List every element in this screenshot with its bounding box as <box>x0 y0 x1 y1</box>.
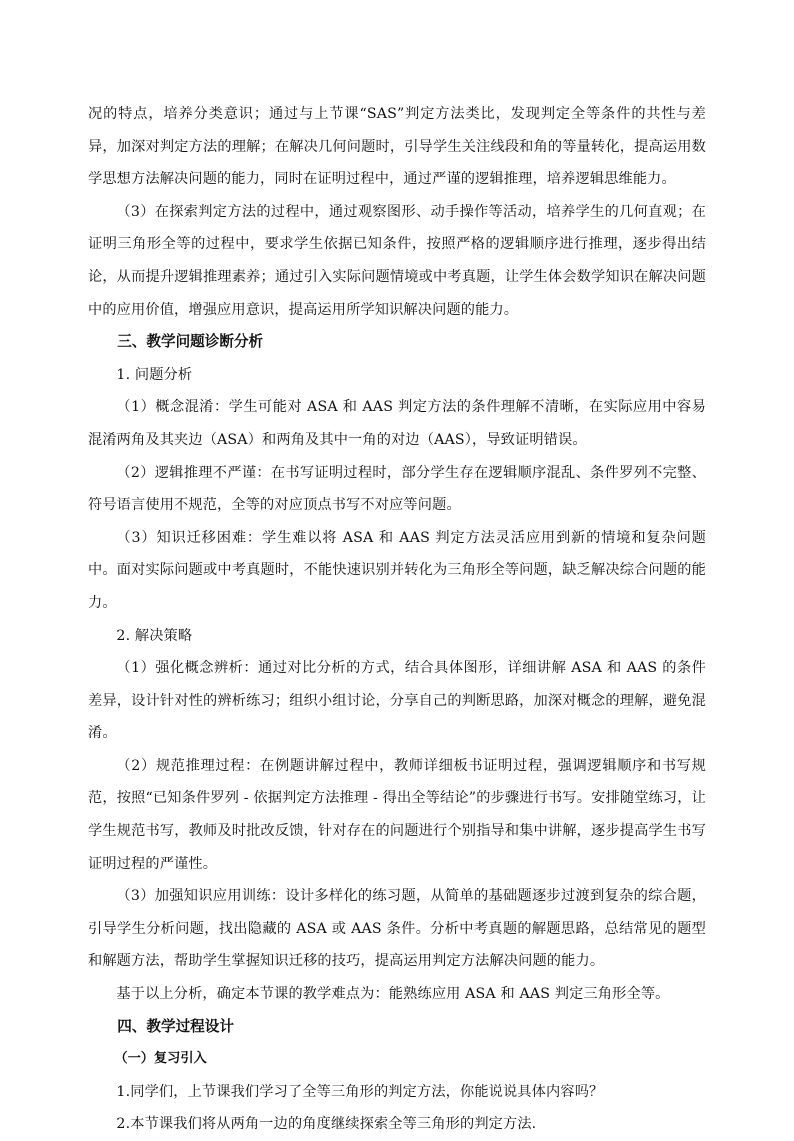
paragraph-strategy-3: （3）加强知识应用训练：设计多样化的练习题，从简单的基础题逐步过渡到复杂的综合题，引导学生分析问题，找出隐藏的 ASA 或 AAS 条件。分析中考真题的解题思路，总结常见的题型和解题方法，帮助学生掌握知识迁移的技巧，提高运用判定方法解决问题的能力。 <box>88 888 706 970</box>
paragraph-strategy-1: （1）强化概念辨析：通过对比分析的方式，结合具体图形，详细讲解 ASA 和 AAS 的条件差异，设计针对性的辨析练习；组织小组讨论，分享自己的判断思路，加深对概念的理解，避免混淆。 <box>88 660 706 742</box>
subsection-heading-review: （一）复习引入 <box>114 1051 207 1067</box>
paragraph-strategy-2: （2）规范推理过程：在例题讲解过程中，教师详细板书证明过程，强调逻辑顺序和书写规范，按照“已知条件罗列 - 依据判定方法推理 - 得出全等结论”的步骤进行书写。安排随堂练习，让学生规范书写，教师及时批改反馈，针对存在的问题进行个别指导和集中讲解，逐步提高学生书写证明过程的严谨性。 <box>88 757 706 872</box>
section-heading-process: 四、教学过程设计 <box>117 1017 234 1035</box>
paragraph-question-1: 1.同学们，上节课我们学习了全等三角形的判定方法，你能说说具体内容吗？ <box>116 1083 604 1100</box>
subheading-problem-analysis: 1. 问题分析 <box>116 366 193 383</box>
section-heading-diagnosis: 三、教学问题诊断分析 <box>117 333 264 351</box>
paragraph-objectives-cont: 况的特点，培养分类意识；通过与上节课“SAS”判定方法类比，发现判定全等条件的共性与差异，加深对判定方法的理解；在解决几何问题时，引导学生关注线段和角的等量转化，提高运用数学思想方法解决问题的能力，同时在证明过程中，通过严谨的逻辑推理，培养逻辑思维能力。 <box>88 106 706 188</box>
paragraph-problem-1: （1）概念混淆：学生可能对 ASA 和 AAS 判定方法的条件理解不清晰，在实际应用中容易混淆两角及其夹边（ASA）和两角及其中一角的对边（AAS），导致证明错误。 <box>88 399 706 448</box>
paragraph-problem-2: （2）逻辑推理不严谨：在书写证明过程时，部分学生存在逻辑顺序混乱、条件罗列不完整、符号语言使用不规范，全等的对应顶点书写不对应等问题。 <box>88 464 706 514</box>
subheading-solution-strategy: 2. 解决策略 <box>116 627 193 644</box>
paragraph-question-2: 2.本节课我们将从两角一边的角度继续探索全等三角形的判定方法. <box>116 1116 537 1133</box>
paragraph-difficulty-summary: 基于以上分析，确定本节课的教学难点为：能熟练应用 ASA 和 AAS 判定三角形全等。 <box>116 986 670 1003</box>
paragraph-objective-3: （3）在探索判定方法的过程中，通过观察图形、动手操作等活动，培养学生的几何直观；在证明三角形全等的过程中，要求学生依据已知条件，按照严格的逻辑顺序进行推理，逐步得出结论，从而提升逻辑推理素养；通过引入实际问题情境或中考真题，让学生体会数学知识在解决问题中的应用价值，增强应用意识，提高运用所学知识解决问题的能力。 <box>88 203 706 318</box>
paragraph-problem-3: （3）知识迁移困难：学生难以将 ASA 和 AAS 判定方法灵活应用到新的情境和复杂问题中。面对实际问题或中考真题时，不能快速识别并转化为三角形全等问题，缺乏解决综合问题的能力。 <box>88 529 706 611</box>
